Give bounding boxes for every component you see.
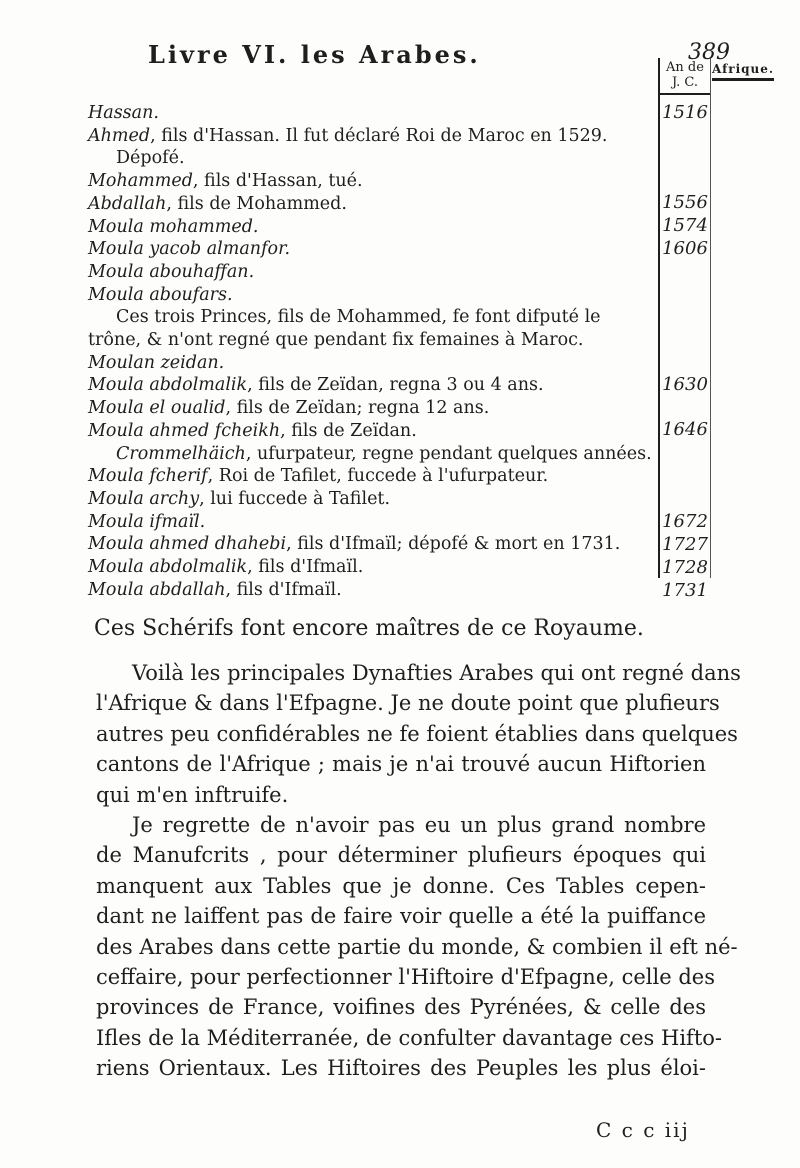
ruler-list: [88, 102, 658, 601]
ruler-note: , fils de Zeïdan; regna 12 ans.: [225, 398, 490, 419]
body-line: qui m'en inftruife.: [96, 782, 289, 807]
page-number: 389: [688, 40, 730, 65]
year-column: [658, 58, 711, 601]
ruler-note: Ces trois Princes, fils de Mohammed, fe font difputé le: [116, 307, 601, 328]
year-heading-line1: An de: [666, 60, 704, 75]
ruler-line: [88, 329, 658, 352]
ruler-name: Crommelhäich: [116, 443, 246, 464]
ruler-name: Moula aboufars.: [88, 284, 233, 305]
ruler-line: [88, 420, 658, 443]
ruler-line: [88, 147, 658, 170]
ruler-line: [88, 216, 658, 239]
ruler-name: Moula fcherif: [88, 466, 208, 487]
year-heading-line2: J. C.: [671, 75, 699, 90]
ruler-note: , fils d'Ifmaïl; dépofé & mort en 1731.: [286, 534, 621, 555]
ruler-line: [88, 465, 658, 488]
ruler-line: [88, 443, 658, 466]
ruler-line: [88, 102, 658, 125]
ruler-note: , fils d'Hassan, tué.: [192, 171, 363, 192]
ruler-note: , lui fuccede à Tafilet.: [199, 488, 391, 509]
ruler-line: [88, 374, 658, 397]
ruler-note: , fils d'Hassan. Il fut déclaré Roi de Maroc en 1529.: [150, 125, 608, 146]
ruler-line: [88, 261, 658, 284]
ruler-line: [88, 238, 658, 261]
margin-label: Afrique.: [712, 62, 774, 81]
ruler-note: , fils d'Ifmaïl.: [225, 579, 342, 600]
ruler-name: Moula el oualid: [88, 398, 226, 419]
ruler-name: Moula ifmaïl.: [88, 511, 206, 532]
year-entry: 1556: [662, 192, 708, 213]
body-line: des Arabes dans cette partie du monde, & combien il eft né-: [96, 934, 738, 959]
ruler-line: [88, 306, 658, 329]
body-line: provinces de France, voifines des Pyrénées, & celle des: [96, 995, 706, 1020]
ruler-line: [88, 125, 658, 148]
ruler-line: [88, 397, 658, 420]
year-entry: 1728: [662, 557, 708, 578]
ruler-line: [88, 488, 658, 511]
ruler-note: , fils d'Ifmaïl.: [247, 557, 364, 578]
year-entry: 1574: [662, 215, 708, 236]
ruler-name: Moula abouhaffan.: [88, 261, 255, 282]
ruler-line: [88, 579, 658, 602]
ruler-line: [88, 193, 658, 216]
ruler-name: Moula archy: [88, 488, 200, 509]
ruler-name: Moula abdolmalik: [88, 375, 248, 396]
ruler-name: Moula ahmed fcheikh: [88, 420, 281, 441]
ruler-note: , fils de Zeïdan, regna 3 ou 4 ans.: [247, 375, 544, 396]
ruler-name: Ahmed: [88, 125, 151, 146]
year-entry: 1606: [662, 238, 708, 259]
body-text: [96, 658, 741, 1084]
body-line: dant ne laiffent pas de faire voir quelle a été la puiffance: [96, 904, 706, 929]
year-entry: 1646: [662, 419, 708, 440]
year-entry: 1630: [662, 374, 708, 395]
signature-mark: C c c iij: [596, 1118, 690, 1142]
body-line: autres peu confidérables ne fe foient établies dans quelques: [96, 721, 738, 746]
ruler-line: [88, 556, 658, 579]
ruler-name: Moula yacob almanfor.: [88, 239, 291, 260]
ruler-note: , Roi de Tafilet, fuccede à l'ufurpateur.: [207, 466, 549, 487]
ruler-name: Hassan.: [88, 103, 159, 123]
year-entry: 1731: [662, 580, 708, 601]
ruler-note: , fils de Mohammed.: [166, 193, 347, 214]
body-line: riens Orientaux. Les Hiftoires des Peuples les plus éloi-: [96, 1056, 706, 1081]
body-line: Ifles de la Méditerranée, de confulter davantage ces Hifto-: [96, 1025, 722, 1050]
ruler-name: Moulan zeidan.: [88, 352, 225, 373]
ruler-line: [88, 352, 658, 375]
ruler-line: [88, 533, 658, 556]
ruler-name: Moula ahmed dhahebi: [88, 534, 287, 555]
running-title: Livre VI. les Arabes.: [148, 40, 481, 69]
body-line: Voilà les principales Dynafties Arabes qui ont regné dans: [132, 661, 741, 685]
ruler-note: Dépofé.: [116, 148, 185, 169]
body-line: ceffaire, pour perfectionner l'Hiftoire d'Efpagne, celle des: [96, 965, 715, 990]
body-line: l'Afrique & dans l'Efpagne. Je ne doute point que plufieurs: [96, 691, 720, 716]
ruler-name: Moula mohammed.: [88, 216, 259, 237]
ruler-line: [88, 511, 658, 534]
ruler-note: , fils de Zeïdan.: [280, 420, 417, 441]
ruler-name: Abdallah: [88, 193, 167, 214]
body-line: de Manufcrits , pour déterminer plufieurs époques qui: [96, 843, 706, 868]
ruler-note: , ufurpateur, regne pendant quelques années.: [245, 443, 652, 464]
closing-line: Ces Schérifs font encore maîtres de ce Royaume.: [94, 616, 644, 641]
year-entry: 1672: [662, 511, 708, 532]
ruler-note: trône, & n'ont regné que pendant fix femaines à Maroc.: [88, 330, 584, 351]
body-line: cantons de l'Afrique ; mais je n'ai trouvé aucun Hiftorien: [96, 752, 706, 777]
ruler-name: Moula abdallah: [88, 579, 226, 600]
year-entry: 1727: [662, 534, 708, 555]
body-line: manquent aux Tables que je donne. Ces Tables cepen-: [96, 873, 706, 898]
year-entry: 1516: [662, 102, 708, 123]
year-column-heading: [660, 58, 710, 95]
ruler-line: [88, 170, 658, 193]
ruler-line: [88, 284, 658, 307]
body-line: Je regrette de n'avoir pas eu un plus grand nombre: [132, 813, 706, 838]
ruler-name: Moula abdolmalik: [88, 557, 248, 578]
ruler-name: Mohammed: [88, 171, 193, 192]
